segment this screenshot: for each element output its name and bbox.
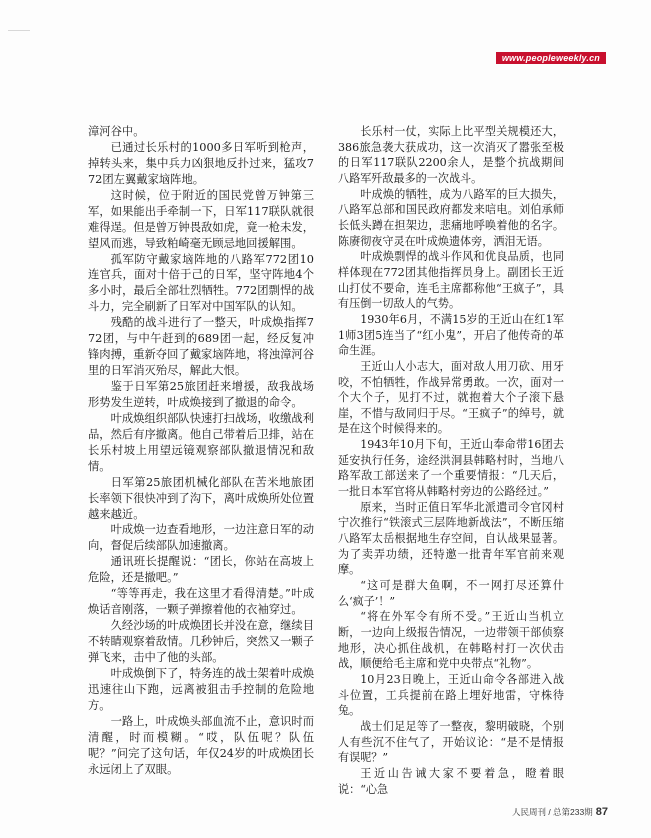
site-url-badge: www.peopleweekly.cn <box>496 52 606 64</box>
paragraph: 王近山人小志大，面对敌人用刀砍、用牙咬，不怕牺牲，作战异常勇敢。一次，面对一个大个子，见打不过，就抱着大个子滚下悬崖，不惜与敌同归于尽。“王疯子”的绰号，就是在这个时候得来的。 <box>338 359 564 436</box>
paragraph: 叶成焕一边查看地形，一边注意日军的动向，督促后续部队加速撤离。 <box>88 523 314 553</box>
paragraph: 漳河谷中。 <box>88 125 145 138</box>
paragraph: 这时候，位于附近的国民党曾万钟第三军，如果能出手牵制一下，日军117联队就很难得逞。但是曾万钟畏敌如虎，竟一枪未发，望风而逃，导致粕崎毫无顾忌地回援解围。 <box>88 188 314 250</box>
right-text-column <box>338 124 564 797</box>
paragraph: 日军第25旅团机械化部队在苦米地旅团长率领下很快冲到了沟下，离叶成焕所处位置越来越近。 <box>88 475 314 521</box>
paragraph: 战士们足足等了一整夜，黎明破晓，个别人有些沉不住气了，开始议论：“是不是情报有误呢？” <box>338 719 564 765</box>
paragraph: “等等再走，我在这里才看得清楚。”叶成焕话音刚落，一颗子弹擦着他的衣袖穿过。 <box>88 587 314 617</box>
paragraph: 长乐村一仗，实际上比平型关规模还大，386旅急袭大获成功，这一次消灭了嚣张至极的日军117联队2200余人，是整个抗战期间八路军歼敌最多的一次战斗。 <box>338 125 564 185</box>
paragraph: 孤军防守戴家垴阵地的八路军772团10连官兵，面对十倍于己的日军，坚守阵地4个多小时，最后全部壮烈牺牲。772团剽悍的战斗力，完全刷新了日军对中国军队的认知。 <box>88 252 314 314</box>
paragraph: 鉴于日军第25旅团赶来增援，敌我战场形势发生逆转，叶成焕接到了撤退的命令。 <box>88 380 314 409</box>
paragraph: 久经沙场的叶成焕团长并没在意，继续目不转睛观察着敌情。几秒钟后，突然又一颗子弹飞来，击中了他的头部。 <box>88 619 314 664</box>
paragraph: 原来，当时正值日军华北派遣司令官冈村宁次推行“铁滚式三层阵地新战法”，不断压缩八路军太岳根据地生存空间，自认战果显著。为了卖弄功绩，还特邀一批青年军官前来观摩。 <box>338 500 564 577</box>
paragraph: 残酷的战斗进行了一整天，叶成焕指挥772团，与中午赶到的689团一起，经反复冲锋肉搏，重新夺回了戴家垴阵地，将浊漳河谷里的日军消灭殆尽，解此大恨。 <box>88 316 314 378</box>
paragraph: “这可是群大鱼啊，不一网打尽还算什么‘疯子’！” <box>338 579 564 608</box>
page-number: 87 <box>595 806 608 818</box>
paragraph: 叶成焕剽悍的战斗作风和优良品质，也同样体现在772团其他指挥员身上。副团长王近山打仗不要命，连毛主席都称他“王疯子”，具有压倒一切敌人的气势。 <box>338 250 564 311</box>
paragraph: 王近山告诫大家不要着急，瞪着眼说：“心急 <box>338 766 564 796</box>
left-text-column <box>88 124 314 777</box>
paragraph: 1943年10月下旬，王近山奉命带16团去延安执行任务，途经洪洞县韩略村时，当地八路军敌工部送来了一个重要情报：“几天后，一批日本军官将从韩略村旁边的公路经过。” <box>338 438 564 499</box>
paragraph: 1930年6月，不满15岁的王近山在红1军1师3团5连当了“红小鬼”，开启了他传奇的革命生涯。 <box>338 312 564 358</box>
paragraph: “将在外军令有所不受。”王近山当机立断，一边向上级报告情况，一边带领干部侦察地形，决心抓住战机，在韩略村打一次伏击战，顺便给毛主席和党中央带点“礼物”。 <box>338 610 564 671</box>
issue-label: 人民周刊 / 总第233期 <box>511 807 593 817</box>
paragraph: 10月23日晚上，王近山命令各部进入战斗位置，工兵提前在路上埋好地雷，守株待兔。 <box>338 672 564 718</box>
crop-mark <box>8 30 30 31</box>
paragraph: 通讯班长提醒说：“团长，你站在高坡上危险，还是撤吧。” <box>88 555 314 585</box>
paragraph: 一路上，叶成焕头部血流不止，意识时而清醒，时而模糊。“哎，队伍呢？队伍呢？”问完了这句话，年仅24岁的叶成焕团长永远闭上了双眼。 <box>88 714 314 776</box>
paragraph: 已通过长乐村的1000多日军听到枪声，掉转头来，集中兵力凶狠地反扑过来，猛攻772团左翼戴家垴阵地。 <box>88 140 314 186</box>
paragraph: 叶成焕组织部队快速打扫战场，收缴战利品，然后有序撤离。他自己带着后卫排，站在长乐村坡上用望远镜观察部队撤退情况和敌情。 <box>88 411 314 473</box>
paragraph: 叶成焕倒下了，特务连的战士架着叶成焕迅速往山下跑，远离被狙击手控制的危险地方。 <box>88 666 314 712</box>
page-footer <box>512 806 608 818</box>
paragraph: 叶成焕的牺牲，成为八路军的巨大损失，八路军总部和国民政府都发来唁电。刘伯承师长低头蹲在担架边，悲痛地呼唤着他的名字。陈赓彻夜守灵在叶成焕遗体旁，洒泪无语。 <box>338 187 564 248</box>
